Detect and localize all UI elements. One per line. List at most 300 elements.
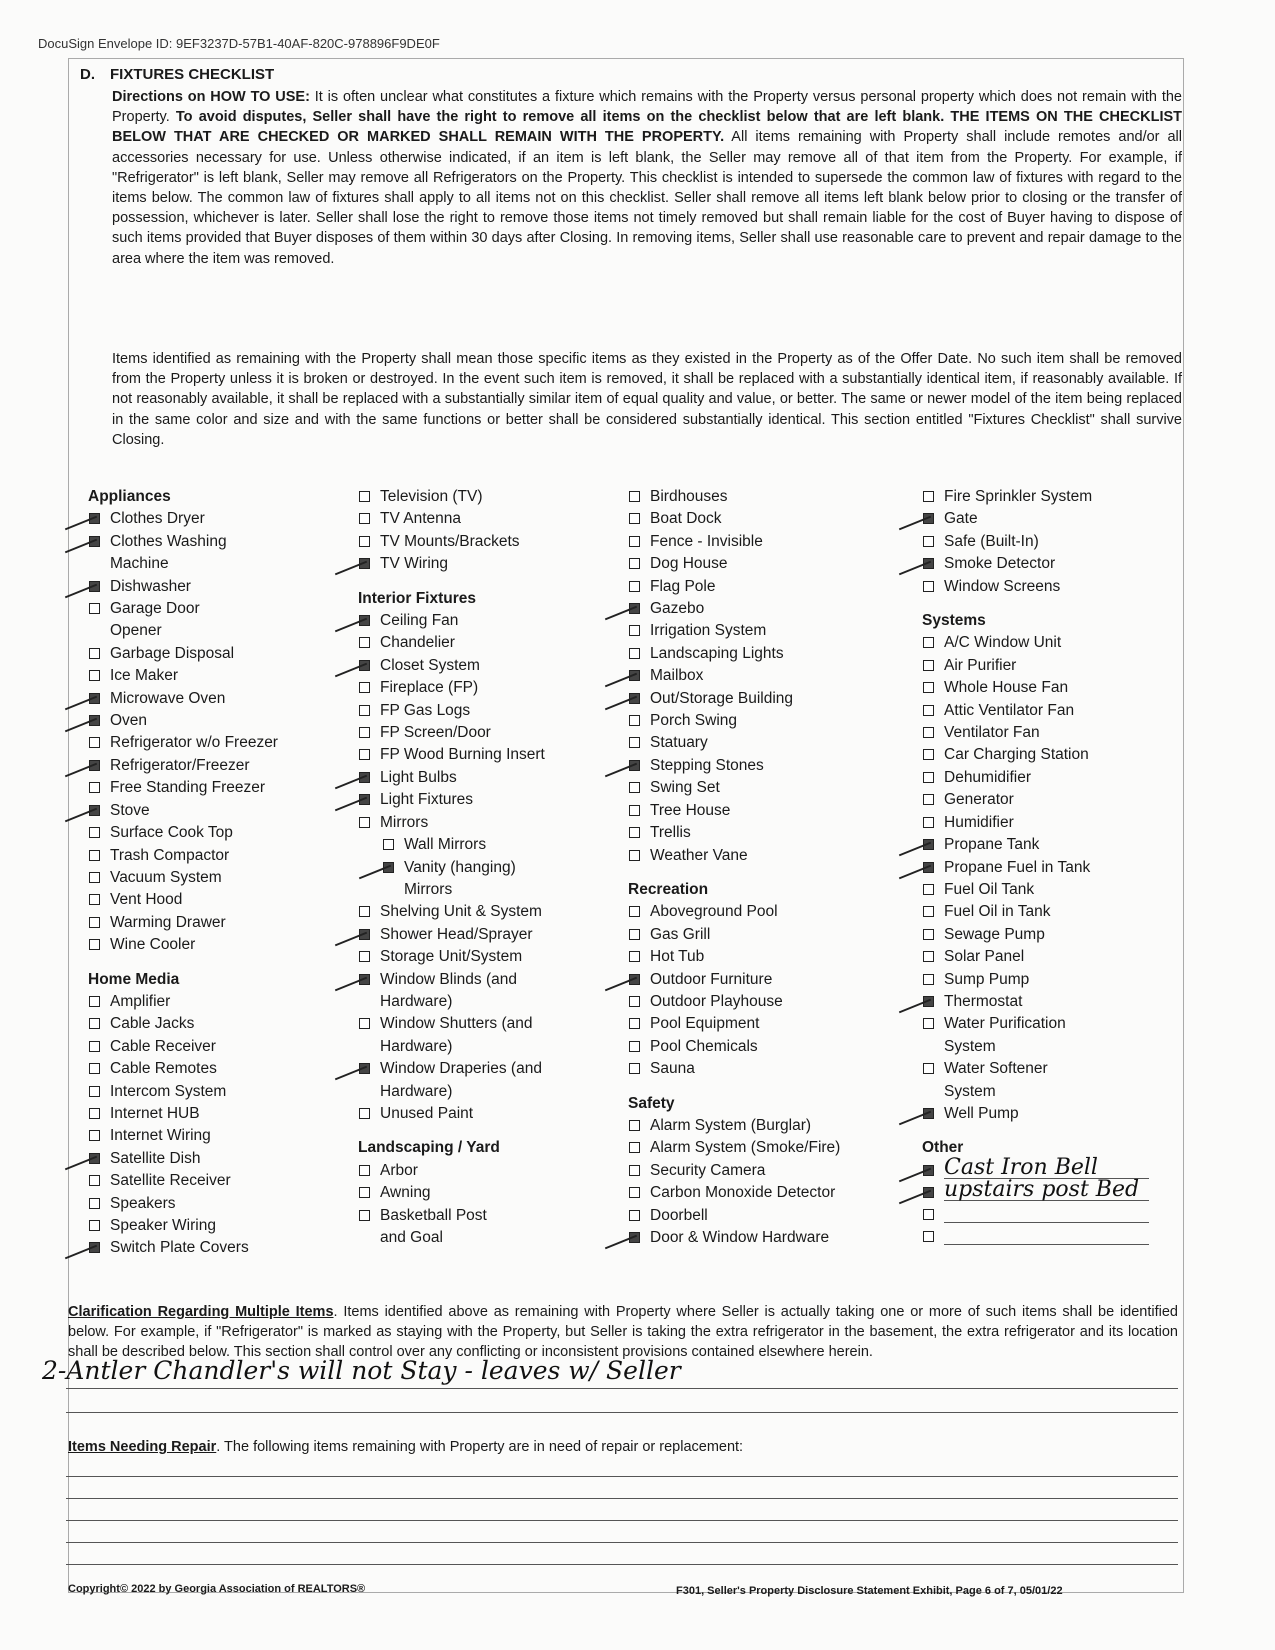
checkbox-icon[interactable] — [89, 1220, 100, 1231]
item-label: Porch Swing — [650, 712, 738, 730]
envelope-id: DocuSign Envelope ID: 9EF3237D-57B1-40AF-820C-978896F9DE0F — [38, 36, 440, 51]
directions-text-1: It is often unclear what constitutes a fixture which remains with the Property versus personal property which does not remain with the Property. — [112, 89, 1182, 126]
checkbox-television[interactable] — [358, 486, 618, 508]
checkbox-icon[interactable] — [89, 1130, 100, 1141]
checkbox-fuel-oil-tank[interactable] — [922, 879, 1182, 901]
repair-line-4[interactable] — [66, 1542, 1178, 1543]
checkbox-mailbox[interactable] — [628, 665, 898, 687]
checkbox-out-storage-building[interactable] — [628, 688, 898, 710]
checkbox-icon[interactable] — [629, 1120, 640, 1131]
checkbox-fuel-oil-in-tank[interactable] — [922, 901, 1182, 923]
checkbox-other-2[interactable] — [922, 1176, 1182, 1204]
checkbox-icon[interactable] — [923, 817, 934, 828]
checkbox-icon[interactable] — [359, 491, 370, 502]
checkbox-icon[interactable] — [923, 513, 934, 524]
checkbox-tv-antenna[interactable] — [358, 508, 618, 530]
checkbox-pool-chemicals[interactable] — [628, 1036, 898, 1058]
checkbox-icon[interactable] — [359, 1187, 370, 1198]
item-label: Trellis — [650, 824, 691, 842]
checkbox-carbon-monoxide[interactable] — [628, 1182, 898, 1204]
checkbox-statuary[interactable] — [628, 732, 898, 754]
checkbox-icon[interactable] — [923, 1187, 934, 1198]
checkbox-stepping-stones[interactable] — [628, 755, 898, 777]
checkbox-icon[interactable] — [359, 1108, 370, 1119]
checkbox-shower-head[interactable] — [358, 924, 618, 946]
checkbox-closet-system[interactable] — [358, 655, 618, 677]
checkbox-icon[interactable] — [629, 996, 640, 1007]
checkbox-icon[interactable] — [923, 1165, 934, 1176]
checkbox-icon[interactable] — [923, 862, 934, 873]
checkbox-icon[interactable] — [89, 1063, 100, 1074]
checkbox-oven[interactable] — [88, 710, 338, 732]
checkbox-basketball-post[interactable] — [358, 1205, 618, 1227]
checkbox-vacuum-system[interactable] — [88, 867, 338, 889]
repair-line-2[interactable] — [66, 1498, 1178, 1499]
checkbox-icon[interactable] — [629, 929, 640, 940]
checkbox-cable-remotes[interactable] — [88, 1058, 338, 1080]
item-label: Clothes Washing — [110, 532, 227, 550]
clarification-heading: Clarification Regarding Multiple Items — [68, 1304, 334, 1320]
checkbox-water-purification[interactable] — [922, 1013, 1182, 1035]
checkbox-icon[interactable] — [359, 951, 370, 962]
category-other: Other — [922, 1139, 964, 1157]
footer-copyright: Copyright© 2022 by Georgia Association of REALTORS® — [68, 1583, 366, 1595]
checkbox-microwave-oven[interactable] — [88, 688, 338, 710]
checkbox-ventilator-fan[interactable] — [922, 722, 1182, 744]
checkbox-icon[interactable] — [89, 715, 100, 726]
checkbox-icon[interactable] — [629, 581, 640, 592]
checkbox-sewage-pump[interactable] — [922, 924, 1182, 946]
checklist-column-2 — [358, 486, 618, 1249]
checkbox-icon[interactable] — [629, 782, 640, 793]
item-label: Boat Dock — [650, 510, 722, 528]
checkbox-icon[interactable] — [629, 1165, 640, 1176]
checkbox-icon[interactable] — [89, 996, 100, 1007]
checkbox-icon[interactable] — [923, 558, 934, 569]
checkbox-icon[interactable] — [89, 872, 100, 883]
item-label: FP Screen/Door — [380, 724, 491, 742]
item-label: Alarm System (Smoke/Fire) — [650, 1139, 841, 1157]
checkbox-icon[interactable] — [923, 974, 934, 985]
checkbox-icon[interactable] — [359, 1165, 370, 1176]
checkbox-icon[interactable] — [89, 1175, 100, 1186]
checkbox-icon[interactable] — [89, 805, 100, 816]
item-label: Doorbell — [650, 1206, 708, 1224]
checkbox-intercom-system[interactable] — [88, 1081, 338, 1103]
checkbox-icon[interactable] — [89, 1198, 100, 1209]
checkbox-internet-wiring[interactable] — [88, 1125, 338, 1147]
checkbox-satellite-receiver[interactable] — [88, 1170, 338, 1192]
checkbox-icon[interactable] — [629, 558, 640, 569]
checkbox-icon[interactable] — [89, 648, 100, 659]
checkbox-icon[interactable] — [923, 581, 934, 592]
item-label: TV Antenna — [380, 510, 462, 528]
checkbox-shelving[interactable] — [358, 901, 618, 923]
item-label: Generator — [944, 791, 1014, 809]
checkbox-icon[interactable] — [629, 513, 640, 524]
checkbox-vent-hood[interactable] — [88, 889, 338, 911]
clarification-line-1[interactable] — [66, 1388, 1178, 1389]
checkbox-icon[interactable] — [89, 1086, 100, 1097]
checkbox-dishwasher[interactable] — [88, 576, 338, 598]
checkbox-icon[interactable] — [89, 603, 100, 614]
item-label: A/C Window Unit — [944, 634, 1062, 652]
checkbox-cable-jacks[interactable] — [88, 1013, 338, 1035]
checkbox-icon[interactable] — [89, 513, 100, 524]
category-recreation: Recreation — [628, 880, 709, 898]
checkbox-icon[interactable] — [359, 558, 370, 569]
checkbox-propane-fuel[interactable] — [922, 857, 1182, 879]
checkbox-swing-set[interactable] — [628, 777, 898, 799]
checkbox-well-pump[interactable] — [922, 1103, 1182, 1125]
checkbox-alarm-smoke[interactable] — [628, 1137, 898, 1159]
checkbox-fp-screen-door[interactable] — [358, 722, 618, 744]
checkbox-dog-house[interactable] — [628, 553, 898, 575]
checkbox-tv-wiring[interactable] — [358, 553, 618, 575]
other-line-4[interactable] — [944, 1226, 1149, 1245]
checkbox-icon[interactable] — [629, 850, 640, 861]
checkbox-icon[interactable] — [359, 794, 370, 805]
checkbox-generator[interactable] — [922, 789, 1182, 811]
checkbox-smoke-detector[interactable] — [922, 553, 1182, 575]
repair-line-5[interactable] — [66, 1564, 1178, 1565]
checkbox-light-bulbs[interactable] — [358, 767, 618, 789]
checkbox-solar-panel[interactable] — [922, 946, 1182, 968]
checkbox-propane-tank[interactable] — [922, 834, 1182, 856]
checkbox-icon[interactable] — [923, 727, 934, 738]
checkbox-refrigerator-freezer[interactable] — [88, 755, 338, 777]
checkbox-icon[interactable] — [629, 951, 640, 962]
checkbox-icon[interactable] — [629, 603, 640, 614]
checkbox-wall-mirrors[interactable] — [382, 834, 618, 856]
other-line-3[interactable] — [944, 1204, 1149, 1223]
checkbox-icon[interactable] — [629, 737, 640, 748]
item-label: TV Wiring — [380, 555, 449, 573]
checkbox-outdoor-playhouse[interactable] — [628, 991, 898, 1013]
checkbox-safe[interactable] — [922, 531, 1182, 553]
item-label: Clothes Dryer — [110, 510, 205, 528]
checkbox-icon[interactable] — [359, 727, 370, 738]
item-label: Internet Wiring — [110, 1127, 211, 1145]
item-label: Wine Cooler — [110, 936, 196, 954]
checkbox-icon[interactable] — [629, 760, 640, 771]
checkbox-icon[interactable] — [359, 906, 370, 917]
checkbox-icon[interactable] — [359, 615, 370, 626]
checkbox-flag-pole[interactable] — [628, 576, 898, 598]
clarification-handwritten: 2-Antler Chandler's will not Stay - leaves w/ Seller — [42, 1356, 681, 1385]
checkbox-icon[interactable] — [89, 1108, 100, 1119]
checkbox-clothes-dryer[interactable] — [88, 508, 338, 530]
checkbox-icon[interactable] — [359, 772, 370, 783]
checkbox-icon[interactable] — [89, 939, 100, 950]
checkbox-icon[interactable] — [89, 581, 100, 592]
item-label: Thermostat — [944, 992, 1023, 1010]
checkbox-refrigerator-wo-freezer[interactable] — [88, 732, 338, 754]
checkbox-icon[interactable] — [923, 1209, 934, 1220]
item-label: Window Blinds (and — [380, 970, 517, 988]
checkbox-icon[interactable] — [89, 894, 100, 905]
checkbox-free-standing-freezer[interactable] — [88, 777, 338, 799]
repair-line-1[interactable] — [66, 1476, 1178, 1477]
checkbox-icon[interactable] — [923, 1063, 934, 1074]
checkbox-awning[interactable] — [358, 1182, 618, 1204]
checkbox-icon[interactable] — [89, 1242, 100, 1253]
checkbox-icon[interactable] — [89, 782, 100, 793]
checkbox-light-fixtures[interactable] — [358, 789, 618, 811]
checkbox-icon[interactable] — [923, 682, 934, 693]
checkbox-icon[interactable] — [629, 1187, 640, 1198]
checkbox-door-window-hardware[interactable] — [628, 1227, 898, 1249]
category-appliances: Appliances — [88, 488, 171, 505]
item-label: Humidifier — [944, 813, 1014, 831]
checkbox-fireplace[interactable] — [358, 677, 618, 699]
checkbox-humidifier[interactable] — [922, 812, 1182, 834]
item-label: Cable Receiver — [110, 1037, 216, 1055]
checkbox-thermostat[interactable] — [922, 991, 1182, 1013]
item-label: Safe (Built-In) — [944, 532, 1039, 550]
repair-paragraph — [68, 1439, 743, 1455]
checkbox-security-camera[interactable] — [628, 1160, 898, 1182]
checkbox-icon[interactable] — [359, 974, 370, 985]
checklist-column-4 — [922, 486, 1182, 1248]
checklist-column-3 — [628, 486, 898, 1249]
clarification-paragraph — [68, 1302, 1178, 1362]
checkbox-vanity-mirrors[interactable] — [382, 857, 618, 879]
checkbox-landscaping-lights[interactable] — [628, 643, 898, 665]
checkbox-icon[interactable] — [89, 1018, 100, 1029]
checkbox-icon[interactable] — [923, 996, 934, 1007]
checkbox-icon[interactable] — [89, 737, 100, 748]
checkbox-attic-ventilator-fan[interactable] — [922, 700, 1182, 722]
checkbox-icon[interactable] — [359, 513, 370, 524]
checkbox-icon[interactable] — [629, 693, 640, 704]
item-label-wrap: System — [944, 1037, 996, 1055]
checkbox-icon[interactable] — [359, 536, 370, 547]
checkbox-icon[interactable] — [629, 670, 640, 681]
item-label: Tree House — [650, 801, 731, 819]
checkbox-icon[interactable] — [923, 772, 934, 783]
checkbox-icon[interactable] — [359, 682, 370, 693]
checkbox-weather-vane[interactable] — [628, 845, 898, 867]
checkbox-icon[interactable] — [89, 693, 100, 704]
checkbox-icon[interactable] — [629, 1142, 640, 1153]
checkbox-gate[interactable] — [922, 508, 1182, 530]
checkbox-icon[interactable] — [923, 705, 934, 716]
checkbox-stove[interactable] — [88, 800, 338, 822]
checkbox-outdoor-furniture[interactable] — [628, 969, 898, 991]
item-label: Refrigerator w/o Freezer — [110, 734, 278, 752]
checkbox-icon[interactable] — [923, 660, 934, 671]
checkbox-icon[interactable] — [923, 1108, 934, 1119]
checkbox-tv-mounts[interactable] — [358, 531, 618, 553]
checkbox-cable-receiver[interactable] — [88, 1036, 338, 1058]
checkbox-icon[interactable] — [629, 491, 640, 502]
checkbox-speaker-wiring[interactable] — [88, 1215, 338, 1237]
checkbox-surface-cook-top[interactable] — [88, 822, 338, 844]
checkbox-icon[interactable] — [629, 715, 640, 726]
checkbox-car-charging[interactable] — [922, 744, 1182, 766]
checkbox-icon[interactable] — [359, 660, 370, 671]
checkbox-satellite-dish[interactable] — [88, 1148, 338, 1170]
checkbox-garage-door-opener[interactable] — [88, 598, 338, 620]
checkbox-internet-hub[interactable] — [88, 1103, 338, 1125]
item-label: Fireplace (FP) — [380, 679, 479, 697]
checkbox-hot-tub[interactable] — [628, 946, 898, 968]
item-label: Air Purifier — [944, 656, 1017, 674]
clarification-text: . Items identified above as remaining with Property where Seller is actually taking one or more of such items shall be identified below. For example, if "Refrigerator" is marked as staying with the Property, but Seller is taking the extra refrigerator in the basement, the extra refrigerator and its location shall be described below. This section shall control over any conflicting or inconsistent provisions contained elsewhere herein. — [68, 1304, 1178, 1360]
item-label: Swing Set — [650, 779, 720, 797]
checkbox-icon[interactable] — [89, 1041, 100, 1052]
checkbox-icon[interactable] — [629, 827, 640, 838]
item-label: Birdhouses — [650, 488, 728, 505]
item-label: Dehumidifier — [944, 768, 1032, 786]
checkbox-icon[interactable] — [89, 917, 100, 928]
checkbox-icon[interactable] — [923, 491, 934, 502]
checkbox-icon[interactable] — [923, 884, 934, 895]
checkbox-icon[interactable] — [629, 536, 640, 547]
checkbox-icon[interactable] — [629, 1063, 640, 1074]
checkbox-icon[interactable] — [89, 536, 100, 547]
checkbox-icon[interactable] — [359, 705, 370, 716]
checkbox-icon[interactable] — [923, 749, 934, 760]
checkbox-whole-house-fan[interactable] — [922, 677, 1182, 699]
category-home-media: Home Media — [88, 970, 180, 988]
checkbox-icon[interactable] — [89, 1153, 100, 1164]
checkbox-icon[interactable] — [629, 1018, 640, 1029]
checkbox-icon[interactable] — [629, 1232, 640, 1243]
checkbox-trellis[interactable] — [628, 822, 898, 844]
checkbox-icon[interactable] — [359, 637, 370, 648]
checkbox-icon[interactable] — [629, 648, 640, 659]
checkbox-window-blinds[interactable] — [358, 969, 618, 991]
checkbox-irrigation-system[interactable] — [628, 620, 898, 642]
item-label: Water Purification — [944, 1015, 1066, 1033]
checkbox-fp-wood-burning-insert[interactable] — [358, 744, 618, 766]
item-label: Vent Hood — [110, 891, 183, 909]
checkbox-icon[interactable] — [359, 1063, 370, 1074]
checkbox-warming-drawer[interactable] — [88, 912, 338, 934]
checkbox-ceiling-fan[interactable] — [358, 610, 618, 632]
checkbox-pool-equipment[interactable] — [628, 1013, 898, 1035]
checkbox-aboveground-pool[interactable] — [628, 901, 898, 923]
checkbox-icon[interactable] — [629, 906, 640, 917]
checkbox-icon[interactable] — [629, 805, 640, 816]
item-label: Outdoor Playhouse — [650, 992, 783, 1010]
checkbox-switch-plate-covers[interactable] — [88, 1237, 338, 1259]
checkbox-arbor[interactable] — [358, 1160, 618, 1182]
checkbox-icon[interactable] — [359, 749, 370, 760]
checkbox-gas-grill[interactable] — [628, 924, 898, 946]
item-label: Whole House Fan — [944, 679, 1069, 697]
checkbox-birdhouses[interactable] — [628, 486, 898, 508]
checkbox-window-screens[interactable] — [922, 576, 1182, 598]
item-label: Speakers — [110, 1194, 176, 1212]
item-label: Water Softener — [944, 1060, 1048, 1078]
item-label-wrap: Opener — [110, 622, 162, 640]
checkbox-speakers[interactable] — [88, 1193, 338, 1215]
checkbox-icon[interactable] — [359, 1210, 370, 1221]
checkbox-trash-compactor[interactable] — [88, 845, 338, 867]
checkbox-fire-sprinkler[interactable] — [922, 486, 1182, 508]
checkbox-fp-gas-logs[interactable] — [358, 700, 618, 722]
item-label: Gas Grill — [650, 925, 711, 943]
items-identified-paragraph: Items identified as remaining with the Property shall mean those specific items as they existed in the Property as of the Offer Date. No such item shall be removed from the Property unless it is broken or destroyed. In the event such item is removed, it shall be replaced with a substantially identical item, if reasonably available. If not reasonably available, it shall be replaced with a substantially similar item of equal quality and value, or better. The same or newer model of the item being replaced in the same color and size and with the same functions or better shall be considered substantially identical. This section entitled "Fixtures Checklist" shall survive Closing. — [112, 351, 1182, 448]
checkbox-icon[interactable] — [359, 929, 370, 940]
checkbox-icon[interactable] — [89, 670, 100, 681]
checkbox-icon[interactable] — [923, 951, 934, 962]
checkbox-gazebo[interactable] — [628, 598, 898, 620]
checkbox-icon[interactable] — [383, 862, 394, 873]
checkbox-icon[interactable] — [923, 1231, 934, 1242]
checkbox-wine-cooler[interactable] — [88, 934, 338, 956]
checkbox-chandelier[interactable] — [358, 632, 618, 654]
checkbox-boat-dock[interactable] — [628, 508, 898, 530]
checkbox-icon[interactable] — [923, 536, 934, 547]
checkbox-air-purifier[interactable] — [922, 655, 1182, 677]
checkbox-dehumidifier[interactable] — [922, 767, 1182, 789]
checkbox-icon[interactable] — [629, 1210, 640, 1221]
checkbox-window-draperies[interactable] — [358, 1058, 618, 1080]
checkbox-mirrors[interactable] — [358, 812, 618, 834]
item-label: Aboveground Pool — [650, 903, 778, 921]
checkbox-icon[interactable] — [629, 974, 640, 985]
checkbox-clothes-washing-machine[interactable] — [88, 531, 338, 553]
checkbox-water-softener[interactable] — [922, 1058, 1182, 1080]
checkbox-icon[interactable] — [629, 1041, 640, 1052]
checkbox-icon[interactable] — [923, 1018, 934, 1029]
directions-text-2: All items remaining with Property shall include remotes and/or all accessories necessary for use. Unless otherwise indicated, if an item is left blank, the Seller may remove all of that item from the Property. For example, if "Refrigerator" is left blank, Seller may remove all Refrigerators on the Property. This checklist is intended to supersede the common law of fixtures with regard to the items below. The common law of fixtures shall apply to all items not on this checklist. Seller shall remove all items left blank below prior to closing or the transfer of possession, whichever is later. Seller shall lose the right to remove those items not timely removed but shall remain liable for the cost of Buyer having to dispose of such items provided that Buyer disposes of them within 30 days after Closing. In removing items, Seller shall use reasonable care to prevent and repair damage to the area where the item was removed. — [112, 129, 1182, 267]
checkbox-doorbell[interactable] — [628, 1205, 898, 1227]
checkbox-icon[interactable] — [923, 637, 934, 648]
checkbox-icon[interactable] — [359, 817, 370, 828]
checkbox-window-shutters[interactable] — [358, 1013, 618, 1035]
checkbox-ice-maker[interactable] — [88, 665, 338, 687]
checkbox-sump-pump[interactable] — [922, 969, 1182, 991]
checkbox-amplifier[interactable] — [88, 991, 338, 1013]
item-label: Microwave Oven — [110, 689, 226, 707]
item-label: Fence - Invisible — [650, 532, 763, 550]
checkbox-other-3[interactable] — [922, 1204, 1182, 1226]
checkbox-icon[interactable] — [923, 839, 934, 850]
checkbox-porch-swing[interactable] — [628, 710, 898, 732]
checkbox-icon[interactable] — [923, 906, 934, 917]
checkbox-icon[interactable] — [89, 850, 100, 861]
checkbox-fence-invisible[interactable] — [628, 531, 898, 553]
item-label: Sauna — [650, 1060, 695, 1078]
checkbox-other-4[interactable] — [922, 1226, 1182, 1248]
checkbox-icon[interactable] — [89, 827, 100, 838]
checkbox-sauna[interactable] — [628, 1058, 898, 1080]
clarification-line-2[interactable] — [66, 1412, 1178, 1413]
checkbox-icon[interactable] — [923, 929, 934, 940]
checkbox-tree-house[interactable] — [628, 800, 898, 822]
item-label: Vanity (hanging) — [404, 858, 516, 876]
checkbox-icon[interactable] — [629, 625, 640, 636]
checkbox-ac-window-unit[interactable] — [922, 632, 1182, 654]
checkbox-icon[interactable] — [359, 1018, 370, 1029]
repair-line-3[interactable] — [66, 1520, 1178, 1521]
checkbox-storage-unit[interactable] — [358, 946, 618, 968]
checkbox-alarm-burglar[interactable] — [628, 1115, 898, 1137]
item-label: Propane Fuel in Tank — [944, 858, 1091, 876]
item-label: Pool Chemicals — [650, 1037, 758, 1055]
checkbox-unused-paint[interactable] — [358, 1103, 618, 1125]
checkbox-icon[interactable] — [89, 760, 100, 771]
checkbox-icon[interactable] — [923, 794, 934, 805]
checkbox-icon[interactable] — [383, 839, 394, 850]
item-label: Alarm System (Burglar) — [650, 1116, 812, 1134]
checkbox-garbage-disposal[interactable] — [88, 643, 338, 665]
